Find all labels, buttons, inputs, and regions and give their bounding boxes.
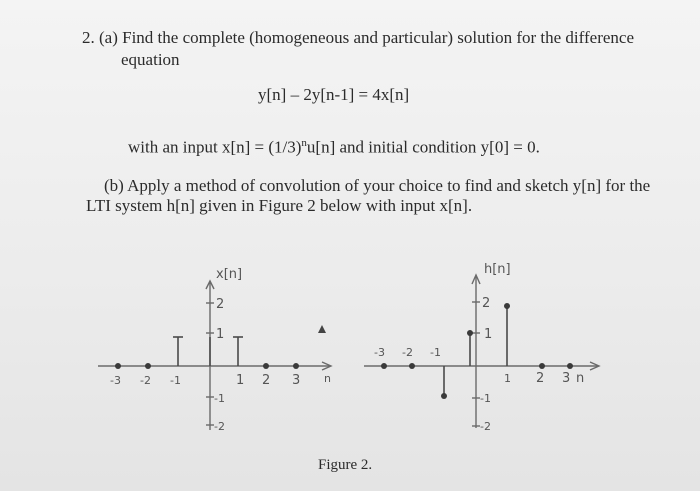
h-plot-ntick-neg3: -3	[374, 346, 385, 359]
h-dot-n-1	[504, 303, 510, 309]
x-plot-ylabel-1: 1	[216, 327, 225, 342]
h-sample-n-2	[539, 363, 545, 369]
x-plot-stray-arrowhead	[318, 325, 326, 333]
x-sample-n-neg3	[115, 363, 121, 369]
x-plot	[98, 267, 331, 433]
x-plot-title: x[n]	[216, 267, 243, 282]
h-plot-n-label: n	[576, 371, 585, 386]
h-plot-ylabel-neg2: -2	[480, 420, 491, 433]
h-sample-n-neg3	[381, 363, 387, 369]
h-plot-ylabel-2: 2	[482, 296, 491, 311]
input-prefix: with an input x[n] = (1/3)	[128, 137, 302, 157]
input-exponent: n	[301, 137, 307, 149]
h-sample-n-3	[567, 363, 573, 369]
x-plot-n-label: n	[324, 372, 331, 385]
x-plot-ntick-neg2: -2	[140, 374, 151, 387]
h-plot-ylabel-1: 1	[484, 327, 493, 342]
part-b-text-line2: LTI system h[n] given in Figure 2 below with input x[n].	[86, 196, 473, 215]
x-sample-n-neg2	[145, 363, 151, 369]
h-dot-n-0	[467, 330, 473, 336]
h-dot-n-neg1	[441, 393, 447, 399]
h-plot-ntick-3: 3	[562, 371, 571, 386]
input-suffix: u[n] and initial condition y[0] = 0.	[306, 137, 540, 157]
part-a-label: 2. (a)	[82, 28, 118, 47]
x-plot-ylabel-2: 2	[216, 297, 225, 312]
x-sample-n-3	[293, 363, 299, 369]
h-plot-title: h[n]	[484, 262, 511, 277]
h-plot-ntick-2: 2	[536, 371, 545, 386]
h-plot-ntick-neg1: -1	[430, 346, 441, 359]
part-a-text-line2: equation	[121, 50, 180, 69]
x-sample-n-2	[263, 363, 269, 369]
x-plot-ylabel-neg2: -2	[214, 420, 225, 433]
h-plot-ylabel-neg1: -1	[480, 392, 491, 405]
part-b-text-line1: (b) Apply a method of convolution of your choice to find and sketch y[n] for the	[104, 176, 651, 195]
figure-caption: Figure 2.	[318, 457, 373, 473]
difference-equation: y[n] – 2y[n-1] = 4x[n]	[258, 85, 410, 104]
h-plot-ntick-1: 1	[504, 372, 511, 385]
x-plot-ntick-3: 3	[292, 373, 301, 388]
h-plot-ntick-neg2: -2	[402, 346, 413, 359]
x-plot-ntick-neg3: -3	[110, 374, 121, 387]
part-a-text-line1: Find the complete (homogeneous and particular) solution for the difference	[122, 28, 635, 47]
x-plot-ntick-1: 1	[236, 373, 245, 388]
x-plot-ylabel-neg1: -1	[214, 392, 225, 405]
x-plot-ntick-neg1: -1	[170, 374, 181, 387]
x-plot-ntick-2: 2	[262, 373, 271, 388]
h-plot	[364, 262, 599, 433]
h-sample-n-neg2	[409, 363, 415, 369]
